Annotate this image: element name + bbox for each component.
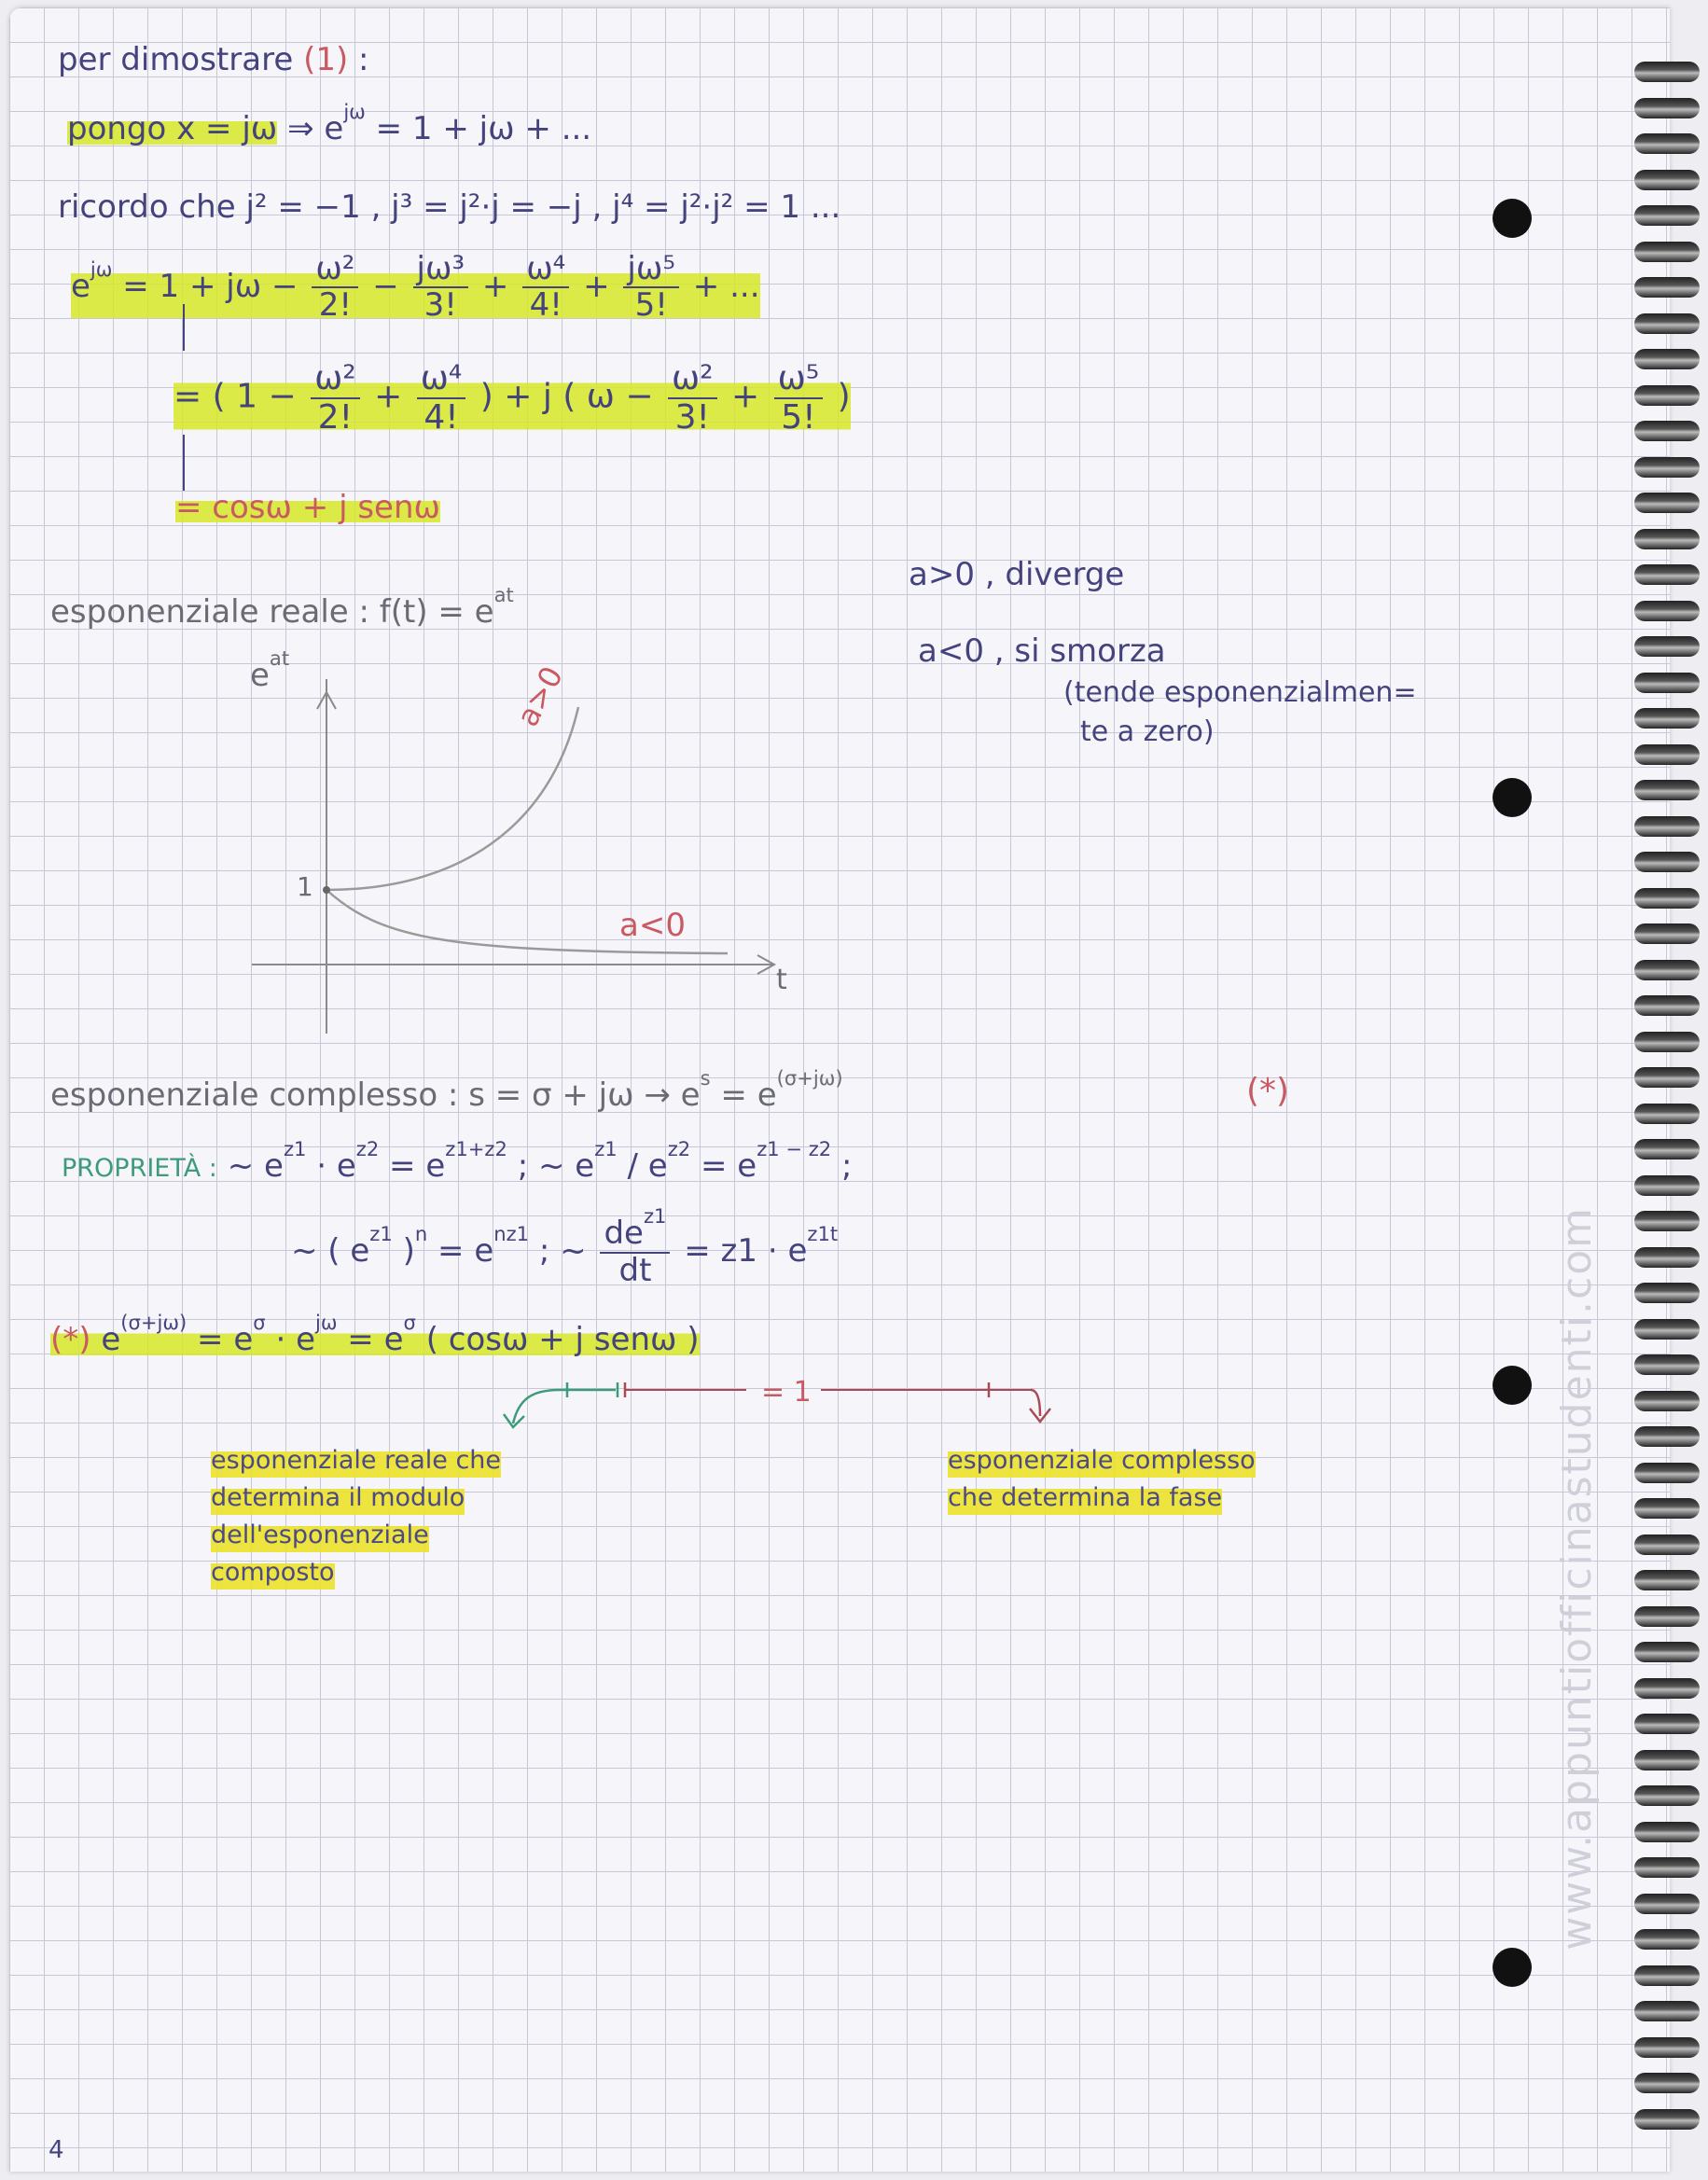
case-diverge: a>0 , diverge (909, 556, 1125, 593)
spiral-ring (1634, 1894, 1700, 1914)
spiral-ring (1634, 1534, 1700, 1555)
watermark: www.appuntiofficinastudenti.com (1553, 1206, 1601, 1951)
spiral-ring (1634, 1929, 1700, 1950)
grouped-series-line: = ( 1 − $\frac{\text{ω²}}{2!}$ + $\frac{\text{ω⁴}}{4!}$ ) + j ( ω − $\frac{\text{ω²}}{3!}$ + $\frac{\text{ω⁵}}{5!}$ ) (174, 359, 851, 437)
spiral-ring (1634, 2109, 1700, 2130)
spiral-ring (1634, 1319, 1700, 1340)
spiral-ring (1634, 708, 1700, 729)
spiral-ring (1634, 1857, 1700, 1878)
spiral-ring (1634, 1067, 1700, 1088)
spiral-ring (1634, 1714, 1700, 1734)
punch-hole (1493, 1948, 1532, 1987)
spiral-ring (1634, 170, 1700, 190)
spiral-ring (1634, 277, 1700, 298)
curve-growth-label: a>0 (509, 660, 571, 732)
spiral-ring (1634, 349, 1700, 369)
spiral-ring (1634, 62, 1700, 82)
spiral-ring (1634, 242, 1700, 262)
properties-line-2: ~ ( $e^{z1}$ )$^n = e^{nz1}$ ; ~ $\frac{de^{z1}}{dt}$ = $z1 \cdot e^{z1t}$ (291, 1204, 839, 1289)
spiral-ring (1634, 98, 1700, 118)
decomposition-line: (*) $e^{(\sigma+j\omega)} = e^\sigma \cdot e^{j\omega} = e^\sigma$ ( cosω + j senω ) (50, 1311, 700, 1359)
spiral-ring (1634, 1139, 1700, 1159)
spiral-ring (1634, 1463, 1700, 1483)
spiral-ring (1634, 960, 1700, 980)
euler-result: = cosω + j senω (175, 489, 440, 526)
notebook-page (9, 7, 1670, 2172)
spiral-ring (1634, 744, 1700, 765)
spiral-ring (1634, 923, 1700, 944)
punch-hole (1493, 778, 1532, 817)
graph-one-label: 1 (297, 871, 313, 902)
spiral-ring (1634, 1570, 1700, 1590)
spiral-ring (1634, 1498, 1700, 1519)
spiral-ring (1634, 1104, 1700, 1124)
graph-y-label: $e^{at}$ (250, 646, 290, 695)
complex-exponential-label: esponenziale complesso : $s = \sigma + j\omega \to e^s = e^{(\sigma+j\omega)}$ (50, 1066, 843, 1115)
spiral-ring (1634, 385, 1700, 406)
spiral-ring (1634, 1211, 1700, 1231)
ricordo-line: ricordo che j² = −1 , j³ = j²·j = −j , j⁴ = j²·j² = 1 ... (58, 188, 841, 226)
spiral-ring (1634, 1426, 1700, 1447)
taylor-series-line: $e^{j\omega} = 1 + j\omega$ − $\frac{\text{ω²}}{2!}$ − $\frac{\text{jω³}}{3!}$ + $\frac{\text{ω⁴}}{4!}$ + $\frac{\text{jω⁵}}{5!}$ + ... (71, 250, 760, 325)
real-exponential-label: esponenziale reale : $f(t) = e^{at}$ (50, 583, 514, 632)
note-complex-phase: esponenziale complesso che determina la fase (948, 1442, 1256, 1517)
spiral-ring (1634, 1750, 1700, 1770)
origin-point (323, 886, 330, 894)
spiral-ring (1634, 780, 1700, 800)
spiral-ring (1634, 1606, 1700, 1627)
spiral-ring (1634, 1391, 1700, 1411)
case-decay-note-1: (tende esponenzialmen= (1063, 676, 1417, 709)
spiral-ring (1634, 1678, 1700, 1699)
star-marker: (*) (1246, 1072, 1290, 1110)
spiral-ring (1634, 205, 1700, 226)
spiral-ring (1634, 1283, 1700, 1303)
exponential-graph (243, 679, 802, 1043)
spiral-ring (1634, 1965, 1700, 1986)
spiral-ring (1634, 1175, 1700, 1196)
punch-hole (1493, 1366, 1532, 1405)
pongo-line: pongo x = jω ⇒ $e^{j\omega} = 1 + j\omega$ + ... (67, 100, 592, 148)
intro-line: per dimostrare (1) : (58, 41, 369, 78)
spiral-ring (1634, 1354, 1700, 1375)
spiral-ring (1634, 673, 1700, 693)
equals-one-label: = 1 (761, 1376, 812, 1409)
case-decay-note-2: te a zero) (1080, 715, 1215, 748)
note-real-modulus: esponenziale reale che determina il modulo dell'esponenziale composto (211, 1442, 501, 1591)
spiral-ring (1634, 2073, 1700, 2093)
spiral-ring (1634, 1822, 1700, 1842)
spiral-ring (1634, 816, 1700, 837)
curve-decay-label: a<0 (619, 907, 686, 944)
spiral-ring (1634, 1247, 1700, 1268)
spiral-ring (1634, 636, 1700, 657)
spiral-ring (1634, 313, 1700, 334)
case-decay: a<0 , si smorza (918, 632, 1166, 670)
spiral-ring (1634, 888, 1700, 909)
spiral-ring (1634, 995, 1700, 1016)
spiral-ring (1634, 852, 1700, 872)
spiral-ring (1634, 2001, 1700, 2021)
spiral-ring (1634, 493, 1700, 513)
graph-x-label: t (776, 964, 787, 996)
page-number: 4 (49, 2136, 64, 2164)
spiral-ring (1634, 564, 1700, 585)
spiral-ring (1634, 1032, 1700, 1052)
spiral-ring (1634, 1642, 1700, 1662)
spiral-ring (1634, 457, 1700, 478)
spiral-ring (1634, 421, 1700, 441)
spiral-ring (1634, 1785, 1700, 1806)
spiral-ring (1634, 133, 1700, 154)
properties-line-1: PROPRIETÀ : ~ $e^{z1} \cdot e^{z2} = e^{z1+z2}$ ; ~ $e^{z1} / e^{z2} = e^{z1 - z2}$ ; (62, 1137, 853, 1186)
spiral-ring (1634, 2037, 1700, 2058)
spiral-ring (1634, 529, 1700, 549)
spiral-ring (1634, 601, 1700, 621)
punch-hole (1493, 199, 1532, 238)
curve-growth (326, 707, 578, 890)
